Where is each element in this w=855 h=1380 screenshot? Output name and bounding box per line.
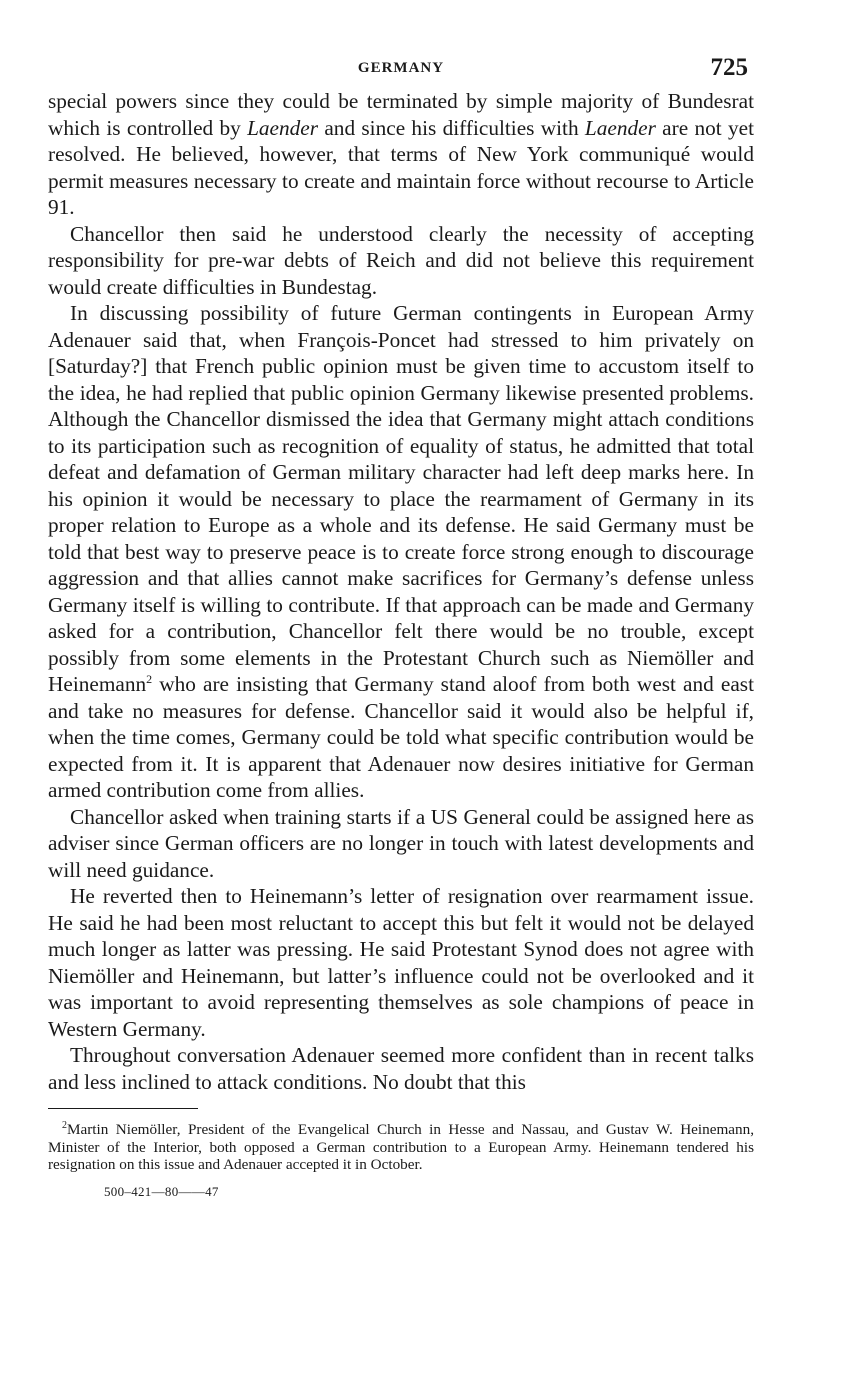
paragraph-3-text-a: In discussing possibility of future German contingents in European Army Adenauer said that, when François-Poncet had stressed to him privately on [Saturday?] that French public opinion must be given time to accustom itself to the idea, he had replied that public opinion Germany likewise presented problems. Although the Chancellor dismissed the idea that Germany might attach conditions to its participation such as recognition of equality of status, he admitted that total defeat and defamation of German military character had left deep marks here. In his opinion it would be necessary to place the rearmament of Germany in its proper relation to Europe as a whole and its defense. He said Germany must be told that best way to preserve peace is to create force strong enough to discourage aggression and that allies cannot make sacrifices for Germany’s defense unless Germany itself is willing to contribute. If that approach can be made and Germany asked for a contribution, Chancellor felt there would be no trouble, except possibly from some elements in the Protestant Church such as Niemöller and Heinemann <box>48 301 754 696</box>
page-header <box>48 54 754 88</box>
footnote-reference[interactable]: 2 <box>146 671 153 686</box>
paragraph-1-italic-laender-a: Laender <box>247 115 319 140</box>
paragraph-2: Chancellor then said he understood clearly the necessity of accepting responsibility for pre-war debts of Reich and did not believe this requirement would create difficulties in Bundestag. <box>48 221 754 299</box>
paragraph-1-text-b: and since his difficulties with <box>318 115 585 140</box>
paragraph-3 <box>48 300 754 804</box>
page-number: 725 <box>710 54 748 81</box>
paragraph-1-text-c: are not yet resolved. He believed, however, that terms of New York communiqué would permit measures necessary to create and maintain force without recourse to Article 91. <box>48 115 754 219</box>
paragraph-6: Throughout conversation Adenauer seemed more confident than in recent talks and less inclined to attack conditions. No doubt that this <box>48 1043 754 1094</box>
footnote-mark: 2 <box>62 1119 67 1131</box>
body-text <box>48 88 754 1095</box>
paragraph-1 <box>48 88 754 221</box>
document-page <box>48 54 754 1200</box>
paragraph-1-text-a: special powers since they could be terminated by simple majority of Bundesrat which is controlled by <box>48 89 754 140</box>
footnote <box>48 1121 754 1174</box>
print-code: 500–421—80——47 <box>104 1183 219 1199</box>
footnote-divider <box>48 1108 198 1109</box>
footnote-text: Martin Niemöller, President of the Evangelical Church in Hesse and Nassau, and Gustav W. Heinemann, Minister of the Interior, both opposed a German contribution to a European Army. Heinemann tendered his resignation on this issue and Adenauer accepted it in October. <box>48 1121 754 1173</box>
paragraph-1-italic-laender-b: Laender <box>584 115 656 140</box>
paragraph-3-text-b: who are insisting that Germany stand aloof from both west and east and take no measures for defense. Chancellor said it would also be helpful if, when the time comes, Germany could be told what specific contribution would be expected from it. It is apparent that Adenauer now desires initiative for German armed contribution come from allies. <box>48 672 754 802</box>
running-head: GERMANY <box>357 60 445 76</box>
paragraph-5: He reverted then to Heinemann’s letter of resignation over rearmament issue. He said he had been most reluctant to accept this but felt it would not be delayed much longer as latter was pressing. He said Protestant Synod does not agree with Niemöller and Heinemann, but latter’s influence could not be overlooked and it was important to avoid representing themselves as sole champions of peace in Western Germany. <box>48 884 754 1041</box>
paragraph-4: Chancellor asked when training starts if a US General could be assigned here as adviser since German officers are no longer in touch with latest developments and will need guidance. <box>48 804 754 882</box>
